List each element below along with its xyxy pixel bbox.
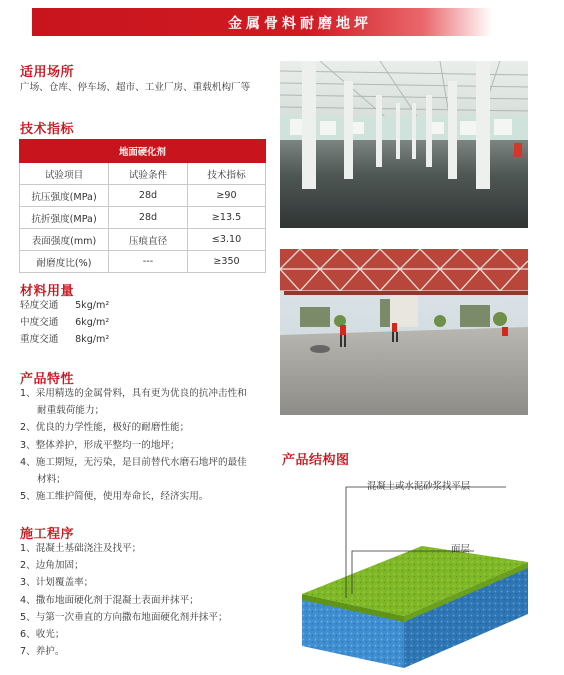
list-item: 2、优良的力学性能，极好的耐磨性能； — [20, 422, 190, 434]
column-header: 试验条件 — [109, 163, 188, 185]
construction-site-photo — [280, 249, 528, 415]
top-layer-label: 面层 — [451, 544, 470, 555]
table-cell: 28d — [109, 185, 188, 207]
table-cell: ≤3.10 — [188, 229, 266, 251]
table-header-row — [20, 163, 266, 185]
title-banner — [32, 8, 492, 36]
usage-label: 重度交通 — [20, 334, 59, 346]
table-cell: ≥350 — [188, 251, 266, 273]
structure-heading: 产品结构图 — [282, 453, 350, 468]
table-cell: 28d — [109, 207, 188, 229]
banner-title: 金属骨料耐磨地坪 — [228, 16, 372, 32]
tech-heading: 技术指标 — [20, 122, 75, 137]
usage-label: 中度交通 — [20, 317, 59, 329]
list-item: 7、养护。 — [20, 646, 65, 658]
usage-value: 8kg/m² — [75, 334, 110, 346]
list-item: 1、采用精选的金属骨料，具有更为优良的抗冲击性和 耐重载荷能力； — [20, 388, 247, 417]
applicable-text: 广场、仓库、停车场、超市、工业厂房、重载机构厂等 — [20, 82, 251, 93]
procedure-heading: 施工程序 — [20, 527, 75, 542]
table-row — [20, 185, 266, 207]
usage-heading: 材料用量 — [20, 284, 75, 299]
features-list — [20, 385, 247, 505]
list-item: 2、边角加固； — [20, 560, 84, 572]
list-item: 5、施工维护简便，使用寿命长，经济实用。 — [20, 491, 209, 503]
table-row — [20, 229, 266, 251]
list-item: 3、计划覆盖率； — [20, 577, 94, 589]
table-cell: --- — [109, 251, 188, 273]
list-item: 4、撒布地面硬化剂于混凝土表面并抹平； — [20, 594, 199, 606]
list-item: 6、收光； — [20, 629, 65, 641]
usage-row — [20, 314, 109, 331]
list-item: 3、整体养护，形成平整均一的地坪； — [20, 439, 180, 451]
table-cell: 表面强度(mm) — [20, 229, 109, 251]
usage-value: 5kg/m² — [75, 300, 110, 311]
table-cell: 抗折强度(MPa) — [20, 207, 109, 229]
table-cell: 耐磨度比(%) — [20, 251, 109, 273]
spec-table — [19, 139, 266, 273]
table-cell: 抗压强度(MPa) — [20, 185, 109, 207]
list-item: 5、与第一次垂直的方向撒布地面硬化剂并抹平； — [20, 611, 228, 623]
usage-value: 6kg/m² — [75, 317, 110, 329]
table-row — [20, 251, 266, 273]
list-item: 4、施工期短，无污染，是目前替代水磨石地坪的最佳 材料； — [20, 456, 247, 486]
features-heading: 产品特性 — [20, 372, 75, 387]
warehouse-floor-photo — [280, 61, 528, 228]
column-header: 试验项目 — [20, 163, 109, 185]
usage-label: 轻度交通 — [20, 300, 59, 311]
table-cell: ≥90 — [188, 185, 266, 207]
column-header: 技术指标 — [188, 163, 266, 185]
table-cell: ≥13.5 — [188, 207, 266, 229]
layer-structure-diagram — [296, 470, 536, 670]
table-cell: 压痕直径 — [109, 229, 188, 251]
list-item: 1、混凝土基础浇注及找平； — [20, 543, 142, 554]
usage-row — [20, 331, 109, 348]
procedure-list — [20, 540, 228, 660]
table-row — [20, 207, 266, 229]
applicable-heading: 适用场所 — [20, 65, 75, 80]
usage-list — [20, 297, 109, 349]
base-layer-label: 混凝土或水泥砂浆找平层 — [367, 481, 471, 492]
spec-table-title: 地面硬化剂 — [20, 140, 266, 163]
usage-row — [20, 297, 109, 314]
